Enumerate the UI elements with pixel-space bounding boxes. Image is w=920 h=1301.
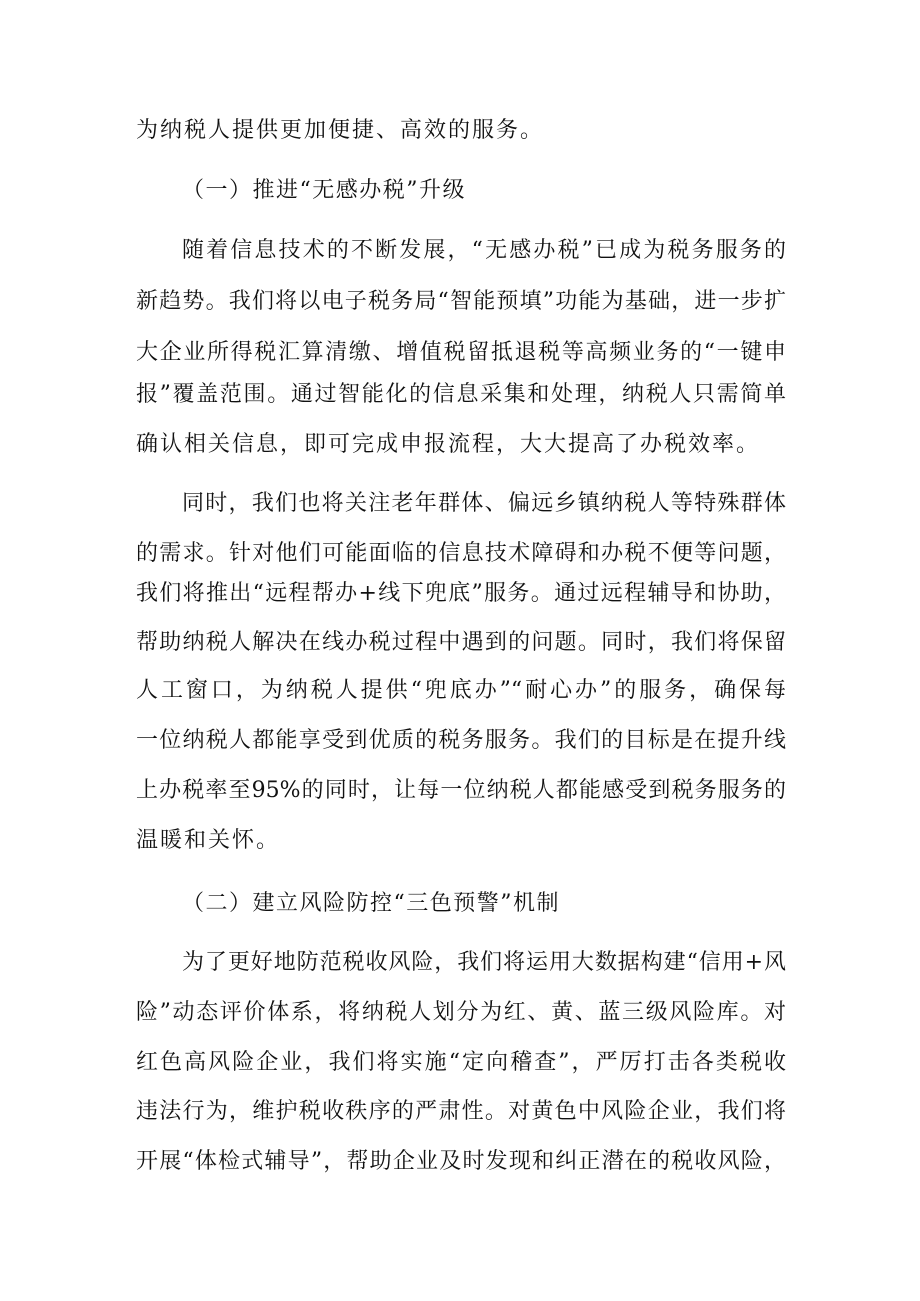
paragraph-line: 违法行为，维护税收秩序的严肃性。对黄色中风险企业，我们将 (136, 1099, 786, 1124)
section-heading: （二）建立风险防控“三色预警”机制 (182, 891, 560, 916)
paragraph-line: 大企业所得税汇算清缴、增值税留抵退税等高频业务的“一键申 (136, 340, 786, 365)
paragraph-line: 随着信息技术的不断发展，“无感办税”已成为税务服务的 (182, 238, 786, 263)
section-heading: （一）推进“无感办税”升级 (182, 178, 466, 203)
paragraph-line: 的需求。针对他们可能面临的信息技术障碍和办税不便等问题， (136, 541, 786, 566)
paragraph-line: 温暖和关怀。 (136, 828, 281, 853)
paragraph-line: 人工窗口，为纳税人提供“兜底办”“耐心办”的服务，确保每 (136, 678, 786, 703)
paragraph-line: 帮助纳税人解决在线办税过程中遇到的问题。同时，我们将保留 (136, 630, 786, 655)
paragraph-line: 同时，我们也将关注老年群体、偏远乡镇纳税人等特殊群体 (182, 491, 786, 516)
paragraph-line: 险”动态评价体系，将纳税人划分为红、黄、蓝三级风险库。对 (136, 1000, 786, 1025)
paragraph-line: 上办税率至95%的同时，让每一位纳税人都能感受到税务服务的 (136, 778, 786, 803)
paragraph-line: 确认相关信息，即可完成申报流程，大大提高了办税效率。 (136, 432, 761, 457)
paragraph-line: 开展“体检式辅导”，帮助企业及时发现和纠正潜在的税收风险， (136, 1149, 786, 1174)
paragraph-line: 为了更好地防范税收风险，我们将运用大数据构建“信用+风 (182, 950, 786, 975)
paragraph-line: 为纳税人提供更加便捷、高效的服务。 (136, 118, 545, 143)
paragraph-line: 我们将推出“远程帮办+线下兜底”服务。通过远程辅导和协助， (136, 581, 786, 606)
paragraph-line: 红色高风险企业，我们将实施“定向稽查”，严厉打击各类税收 (136, 1050, 786, 1075)
paragraph-line: 一位纳税人都能享受到优质的税务服务。我们的目标是在提升线 (136, 728, 786, 753)
paragraph-line: 报”覆盖范围。通过智能化的信息采集和处理，纳税人只需简单 (136, 382, 786, 407)
paragraph-line: 新趋势。我们将以电子税务局“智能预填”功能为基础，进一步扩 (136, 289, 786, 314)
